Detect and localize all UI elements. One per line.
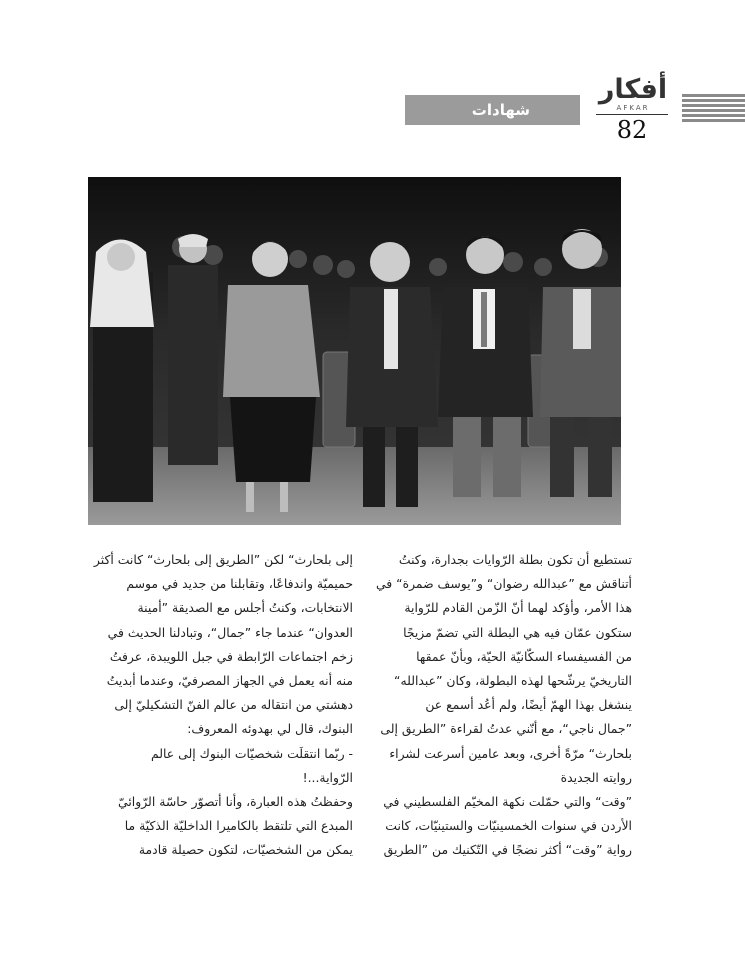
- logo-latin: AFKAR: [616, 104, 650, 112]
- section-header-bar: [405, 95, 580, 125]
- page-number: 82: [616, 116, 648, 144]
- line: ”وقت“ والتي حمّلت نكهة المخيّم الفلسطيني في: [383, 794, 632, 810]
- text-column-left: [85, 548, 353, 863]
- line: حميميّة واندفاعًا، وتقابلنا من جديد في موسم: [126, 576, 353, 592]
- line: زخم اجتماعات الرّابطة في جبل اللويبدة، عرفتُ: [109, 648, 353, 664]
- decorative-stripes: [682, 94, 745, 124]
- line: إلى بلحارث“ لكن ”الطريق إلى بلحارث“ كانت أكثر: [93, 552, 353, 567]
- line: بلحارث“ مرّةً أخرى، وبعد عامين أسرعت لشراء: [389, 745, 632, 761]
- logo-arabic: أفكار: [598, 74, 668, 105]
- line: هذا الأمر، وأؤكد لهما أنّ الزّمن القادم للرّواية: [404, 600, 632, 616]
- line: أتناقش مع ”عبدالله رضوان“ و”يوسف ضمرة“ في: [375, 576, 632, 592]
- line: العدوان“ عندما جاء ”جمال“، وتبادلنا الحديث في: [107, 624, 353, 640]
- line: الرّواية...!: [302, 769, 353, 785]
- line: يمكن من الشخصيّات، لتكون حصيلة قادمة: [138, 842, 353, 858]
- line: ”جمال ناجي“، مع أنّني عدتُ لقراءة ”الطريق إلى: [380, 721, 632, 737]
- line: المبدع التي تلتقط بالكاميرا الداخليّة الذكيّة ما: [124, 818, 353, 834]
- line: - ربّما انتقلَت شخصيّات البنوك إلى عالم: [151, 745, 353, 761]
- line: روايته الجديدة: [560, 769, 632, 785]
- line: الانتخابات، وكنتُ أجلس مع الصديقة ”أمينة: [137, 600, 353, 616]
- line: رواية ”وقت“ أكثر نضجًا في التّكنيك من ”الطريق: [383, 842, 632, 858]
- line: ستكون عمّان فيه هي البطلة التي تضمّ مزيجًا: [403, 624, 632, 640]
- event-photo: [88, 177, 621, 525]
- line: وحفظتُ هذه العبارة، وأنا أتصوّر حاسّة الرّوائيّ: [118, 794, 353, 810]
- line: التاريخيّ يرشّحها لهذه البطولة، وكان ”عبدالله“: [394, 673, 632, 689]
- line: تستطيع أن تكون بطلة الرّوايات بجدارة، وكنتُ: [398, 552, 632, 567]
- line: دهشتي من انتقاله من عالم الفنّ التشكيليّ إلى: [114, 697, 353, 713]
- line: ينشغل بهذا الهمّ أيضًا، ولم أعُد أسمع عن: [425, 697, 632, 713]
- line: البنوك، قال لي بهدوئه المعروف:: [187, 721, 353, 737]
- text-column-right: [362, 548, 632, 863]
- magazine-logo: [598, 76, 668, 112]
- section-title: شهادات: [471, 101, 530, 119]
- line: الأردن في سنوات الخمسينيّات والستينيّات، كانت: [385, 818, 632, 834]
- line: من الفسيفساء السكّانيّة الحيّة، وبأنّ عمقها: [416, 648, 632, 664]
- event-photo-illustration: [88, 177, 621, 525]
- line: منه أنه يعمل في الجهاز المصرفيّ، وعندما أبديتُ: [106, 673, 353, 689]
